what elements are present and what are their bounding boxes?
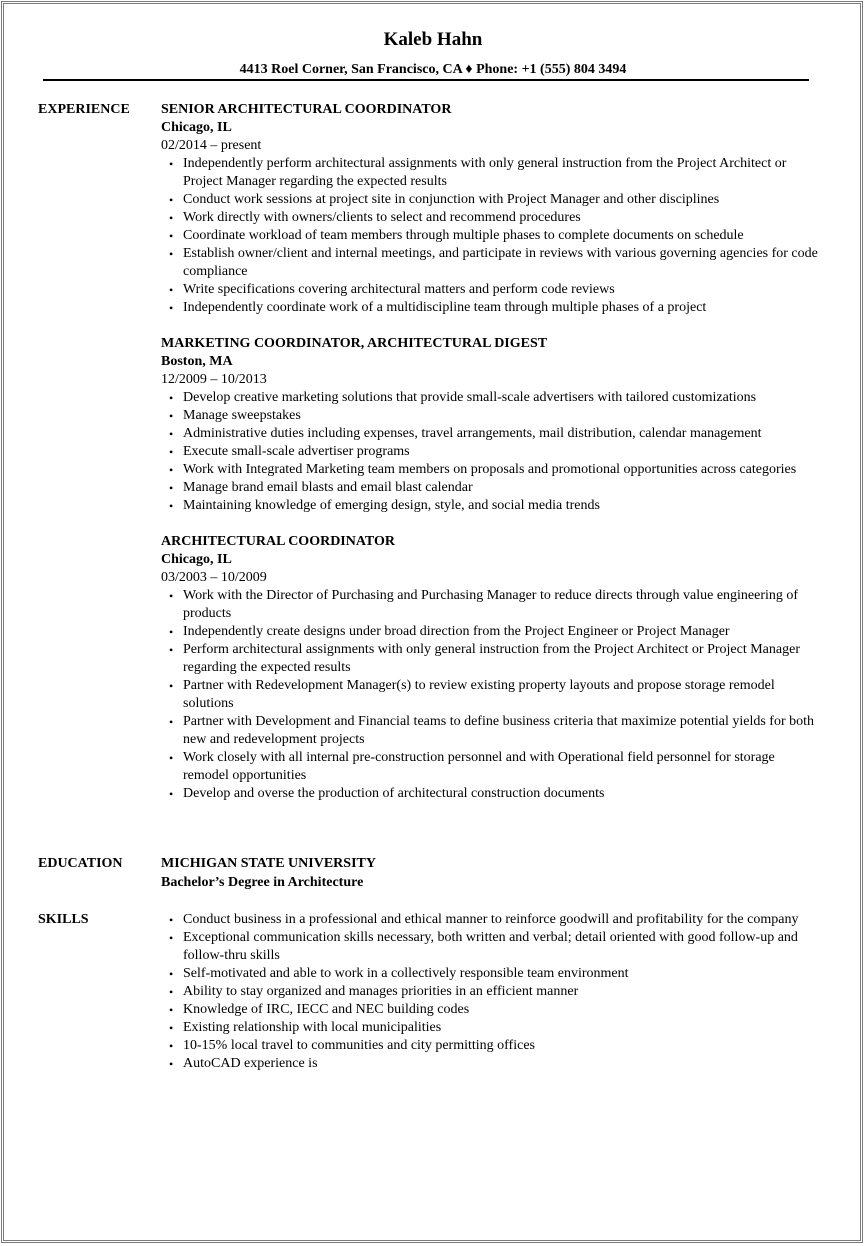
job-location: Chicago, IL [161, 120, 232, 135]
job-title: SENIOR ARCHITECTURAL COORDINATOR [161, 102, 452, 117]
contact-line: 4413 Roel Corner, San Francisco, CA ♦ Phone: +1 (555) 804 3494 [239, 62, 627, 77]
job-dates: 03/2003 – 10/2009 [161, 570, 267, 585]
job-bullets [161, 389, 821, 515]
skill-item: • Conduct business in a professional and ethical manner to reinforce goodwill and profitability for the company [161, 911, 821, 929]
job-entry [161, 335, 821, 515]
experience-heading: EXPERIENCE [38, 102, 130, 117]
job-bullet: • Work with the Director of Purchasing and Purchasing Manager to reduce directs through value engineering of products [161, 587, 821, 623]
job-dates: 02/2014 – present [161, 138, 262, 153]
skill-item: • Ability to stay organized and manages priorities in an efficient manner [161, 983, 821, 1001]
job-bullets [161, 587, 821, 803]
job-bullet: • Conduct work sessions at project site in conjunction with Project Manager and other disciplines [161, 191, 821, 209]
skill-item: • Self-motivated and able to work in a collectively responsible team environment [161, 965, 821, 983]
job-bullet: • Write specifications covering architectural matters and perform code reviews [161, 281, 821, 299]
skill-item: • Exceptional communication skills necessary, both written and verbal; detail oriented with good follow-up and follow-thru skills [161, 929, 821, 965]
job-title: ARCHITECTURAL COORDINATOR [161, 534, 396, 549]
job-bullet: • Manage sweepstakes [161, 407, 821, 425]
education-school: MICHIGAN STATE UNIVERSITY [161, 856, 376, 871]
job-bullet: • Partner with Development and Financial teams to define business criteria that maximize potential yields for both new and redevelopment projects [161, 713, 821, 749]
job-bullet: • Develop and overse the production of architectural construction documents [161, 785, 821, 803]
skills-body [161, 911, 821, 1073]
experience-body [161, 101, 821, 821]
job-bullet: • Independently create designs under broad direction from the Project Engineer or Project Manager [161, 623, 821, 641]
skill-item: • Existing relationship with local municipalities [161, 1019, 821, 1037]
job-bullet: • Maintaining knowledge of emerging design, style, and social media trends [161, 497, 821, 515]
job-entry [161, 101, 821, 317]
job-bullet: • Administrative duties including expenses, travel arrangements, mail distribution, calendar management [161, 425, 821, 443]
job-bullet: • Establish owner/client and internal meetings, and participate in reviews with various governing agencies for code compliance [161, 245, 821, 281]
job-bullet: • Independently coordinate work of a multidiscipline team through multiple phases of a project [161, 299, 821, 317]
education-degree: Bachelor’s Degree in Architecture [161, 875, 364, 890]
skills-heading: SKILLS [38, 912, 89, 927]
candidate-name: Kaleb Hahn [383, 29, 483, 50]
skill-item: • Knowledge of IRC, IECC and NEC building codes [161, 1001, 821, 1019]
job-bullet: • Independently perform architectural assignments with only general instruction from the Project Architect or Project Manager regarding the expected results [161, 155, 821, 191]
job-bullet: • Perform architectural assignments with only general instruction from the Project Architect or Project Manager regarding the expected results [161, 641, 821, 677]
skill-item: • 10-15% local travel to communities and city permitting offices [161, 1037, 821, 1055]
job-bullet: • Coordinate workload of team members through multiple phases to complete documents on schedule [161, 227, 821, 245]
job-bullet: • Execute small-scale advertiser programs [161, 443, 821, 461]
job-title: MARKETING COORDINATOR, ARCHITECTURAL DIGEST [161, 336, 548, 351]
job-bullet: • Work directly with owners/clients to select and recommend procedures [161, 209, 821, 227]
job-location: Boston, MA [161, 354, 233, 369]
job-bullets [161, 155, 821, 317]
job-entry [161, 533, 821, 803]
job-bullet: • Develop creative marketing solutions that provide small-scale advertisers with tailored customizations [161, 389, 821, 407]
header-divider [43, 79, 809, 81]
skills-list [161, 911, 821, 1073]
job-dates: 12/2009 – 10/2013 [161, 372, 267, 387]
job-bullet: • Work closely with all internal pre-construction personnel and with Operational field personnel for storage remodel opportunities [161, 749, 821, 785]
job-bullet: • Manage brand email blasts and email blast calendar [161, 479, 821, 497]
education-heading: EDUCATION [38, 856, 123, 871]
job-location: Chicago, IL [161, 552, 232, 567]
skill-item: • AutoCAD experience is [161, 1055, 821, 1073]
education-body [161, 855, 821, 893]
job-bullet: • Partner with Redevelopment Manager(s) to review existing property layouts and propose storage remodel solutions [161, 677, 821, 713]
job-bullet: • Work with Integrated Marketing team members on proposals and promotional opportunities across categories [161, 461, 821, 479]
